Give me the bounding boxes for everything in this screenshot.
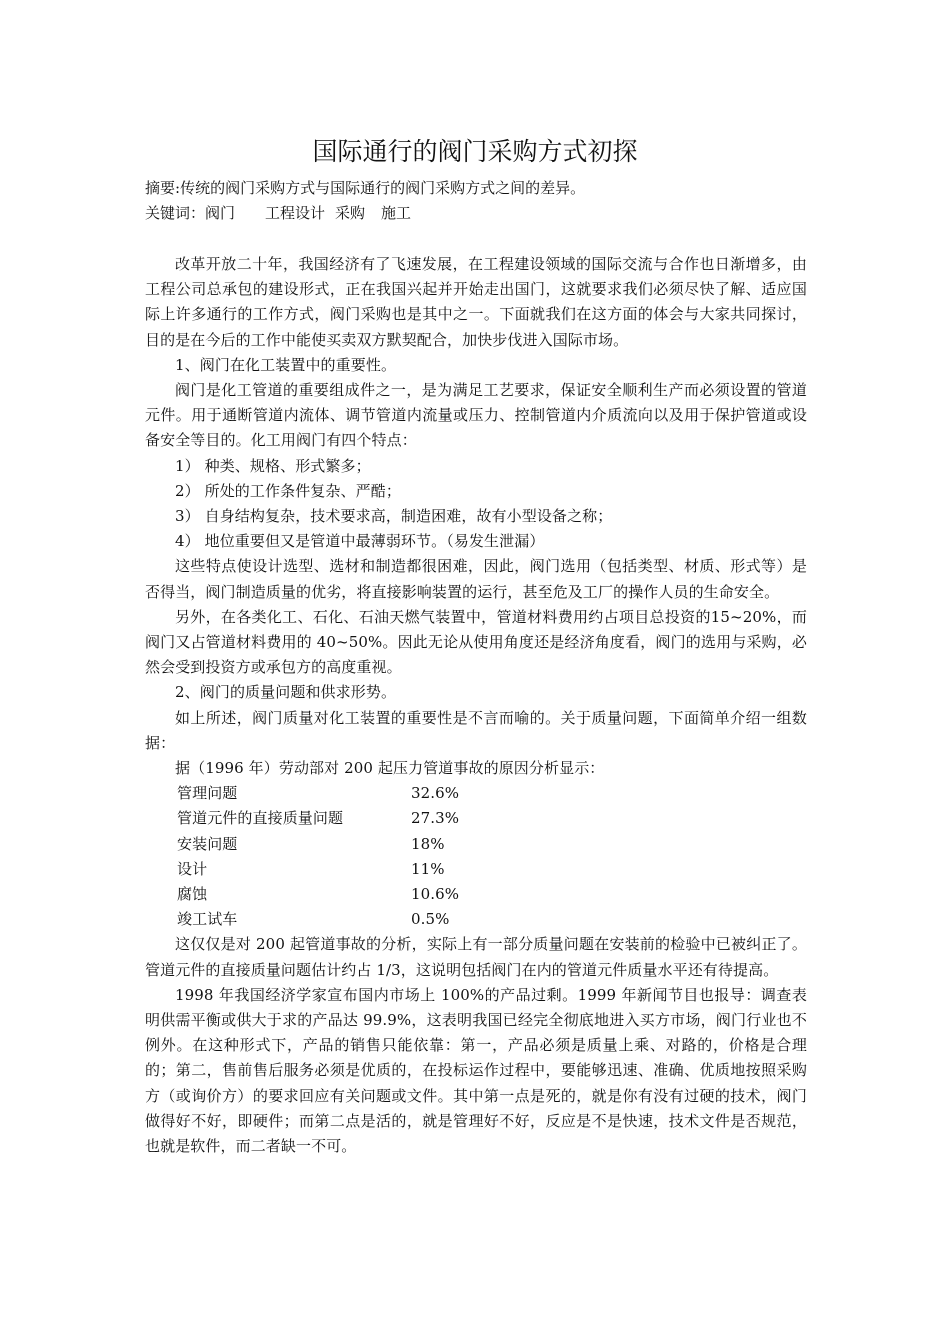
keyword: 施工: [381, 204, 412, 222]
abstract-line: [145, 176, 825, 200]
stat-value: 18%: [411, 834, 445, 853]
table-row: [145, 806, 807, 831]
abstract-text: :传统的阀门采购方式与国际通行的阀门采购方式之间的差异。: [175, 179, 586, 197]
document-body: [145, 252, 807, 1159]
stat-label: 腐蚀: [177, 885, 208, 904]
keyword: 工程设计: [265, 204, 326, 222]
stat-label: 竣工试车: [177, 910, 238, 929]
keyword: 阀门: [205, 204, 236, 222]
table-row: [145, 832, 807, 857]
stat-label: 管道元件的直接质量问题: [177, 809, 344, 828]
table-row: [145, 857, 807, 882]
list-item: 3） 自身结构复杂，技术要求高，制造困难，故有小型设备之称；: [175, 507, 613, 526]
paragraph: 改革开放二十年，我国经济有了飞速发展，在工程建设领域的国际交流与合作也日渐增多，由工程公司总承包的建设形式，正在我国兴起并开始走出国门，这就要求我们必须尽快了解、适应国际上许多通行的工作方式，阀门采购也是其中之一。下面就我们在这方面的体会与大家共同探讨，目的是在今后的工作中能使买卖双方默契配合，加快步伐进入国际市场。: [145, 255, 807, 349]
stat-value: 11%: [411, 859, 445, 878]
stat-label: 设计: [177, 859, 208, 878]
stat-label: 管理问题: [177, 784, 238, 803]
keywords-line: [145, 201, 825, 225]
keywords-label: 关键词：: [145, 204, 206, 222]
paragraph: 另外，在各类化工、石化、石油天燃气装置中，管道材料费用约占项目总投资的15~20%，而阀门又占管道材料费用的 40~50%。因此无论从使用角度还是经济角度看，阀门的选用与采购，必然会受到投资方或承包方的高度重视。: [145, 607, 807, 677]
table-row: [145, 781, 807, 806]
table-row: [145, 882, 807, 907]
stat-value: 32.6%: [411, 784, 460, 803]
paragraph: 阀门是化工管道的重要组成件之一，是为满足工艺要求，保证安全顺利生产而必须设置的管道元件。用于通断管道内流体、调节管道内流量或压力、控制管道内介质流向以及用于保护管道或设备安全等目的。化工用阀门有四个特点：: [145, 381, 807, 450]
stat-value: 0.5%: [411, 910, 450, 929]
paragraph: 据（1996 年）劳动部对 200 起压力管道事故的原因分析显示：: [175, 759, 605, 778]
document-title: 国际通行的阀门采购方式初探: [312, 137, 638, 166]
section-heading: 1、阀门在化工装置中的重要性。: [175, 355, 397, 374]
keyword: 采购: [335, 204, 366, 222]
paragraph: 这些特点使设计选型、选材和制造都很困难，因此，阀门选用（包括类型、材质、形式等）是否得当，阀门制造质量的优劣，将直接影响装置的运行，甚至危及工厂的操作人员的生命安全。: [145, 557, 807, 601]
abstract-label: 摘要: [145, 179, 176, 197]
paragraph: 1998 年我国经济学家宣布国内市场上 100%的产品过剩。1999 年新闻节目也报导：调查表明供需平衡或供大于求的产品达 99.9%，这表明我国已经完全彻底地进入买方市场，阀门行业也不例外。在这种形式下，产品的销售只能依靠：第一，产品必须是质量上乘、对路的，价格是合理的；第二，售前售后服务必须是优质的，在投标运作过程中，要能够迅速、准确、优质地按照采购方（或询价方）的要求回应有关问题或文件。其中第一点是死的，就是你有没有过硬的技术，阀门做得好不好，即硬件；而第二点是活的，就是管理好不好，反应是不是快速，技术文件是否规范，也就是软件，而二者缺一不可。: [145, 985, 807, 1156]
list-item: 2） 所处的工作条件复杂、严酷；: [175, 481, 401, 500]
table-row: [145, 907, 807, 932]
paragraph: 这仅仅是对 200 起管道事故的分析，实际上有一部分质量问题在安装前的检验中已被纠正了。管道元件的直接质量问题估计约占 1/3，这说明包括阀门在内的管道元件质量水平还有待提高。: [145, 935, 807, 979]
stat-value: 10.6%: [411, 885, 460, 904]
accident-stats-table: [145, 781, 807, 932]
list-item: 4） 地位重要但又是管道中最薄弱环节。（易发生泄漏）: [175, 532, 545, 551]
stat-value: 27.3%: [411, 809, 460, 828]
list-item: 1） 种类、规格、形式繁多；: [175, 456, 371, 475]
section-heading: 2、阀门的质量问题和供求形势。: [175, 683, 397, 702]
paragraph: 如上所述，阀门质量对化工装置的重要性是不言而喻的。关于质量问题，下面简单介绍一组数据：: [145, 708, 807, 752]
stat-label: 安装问题: [177, 834, 238, 853]
